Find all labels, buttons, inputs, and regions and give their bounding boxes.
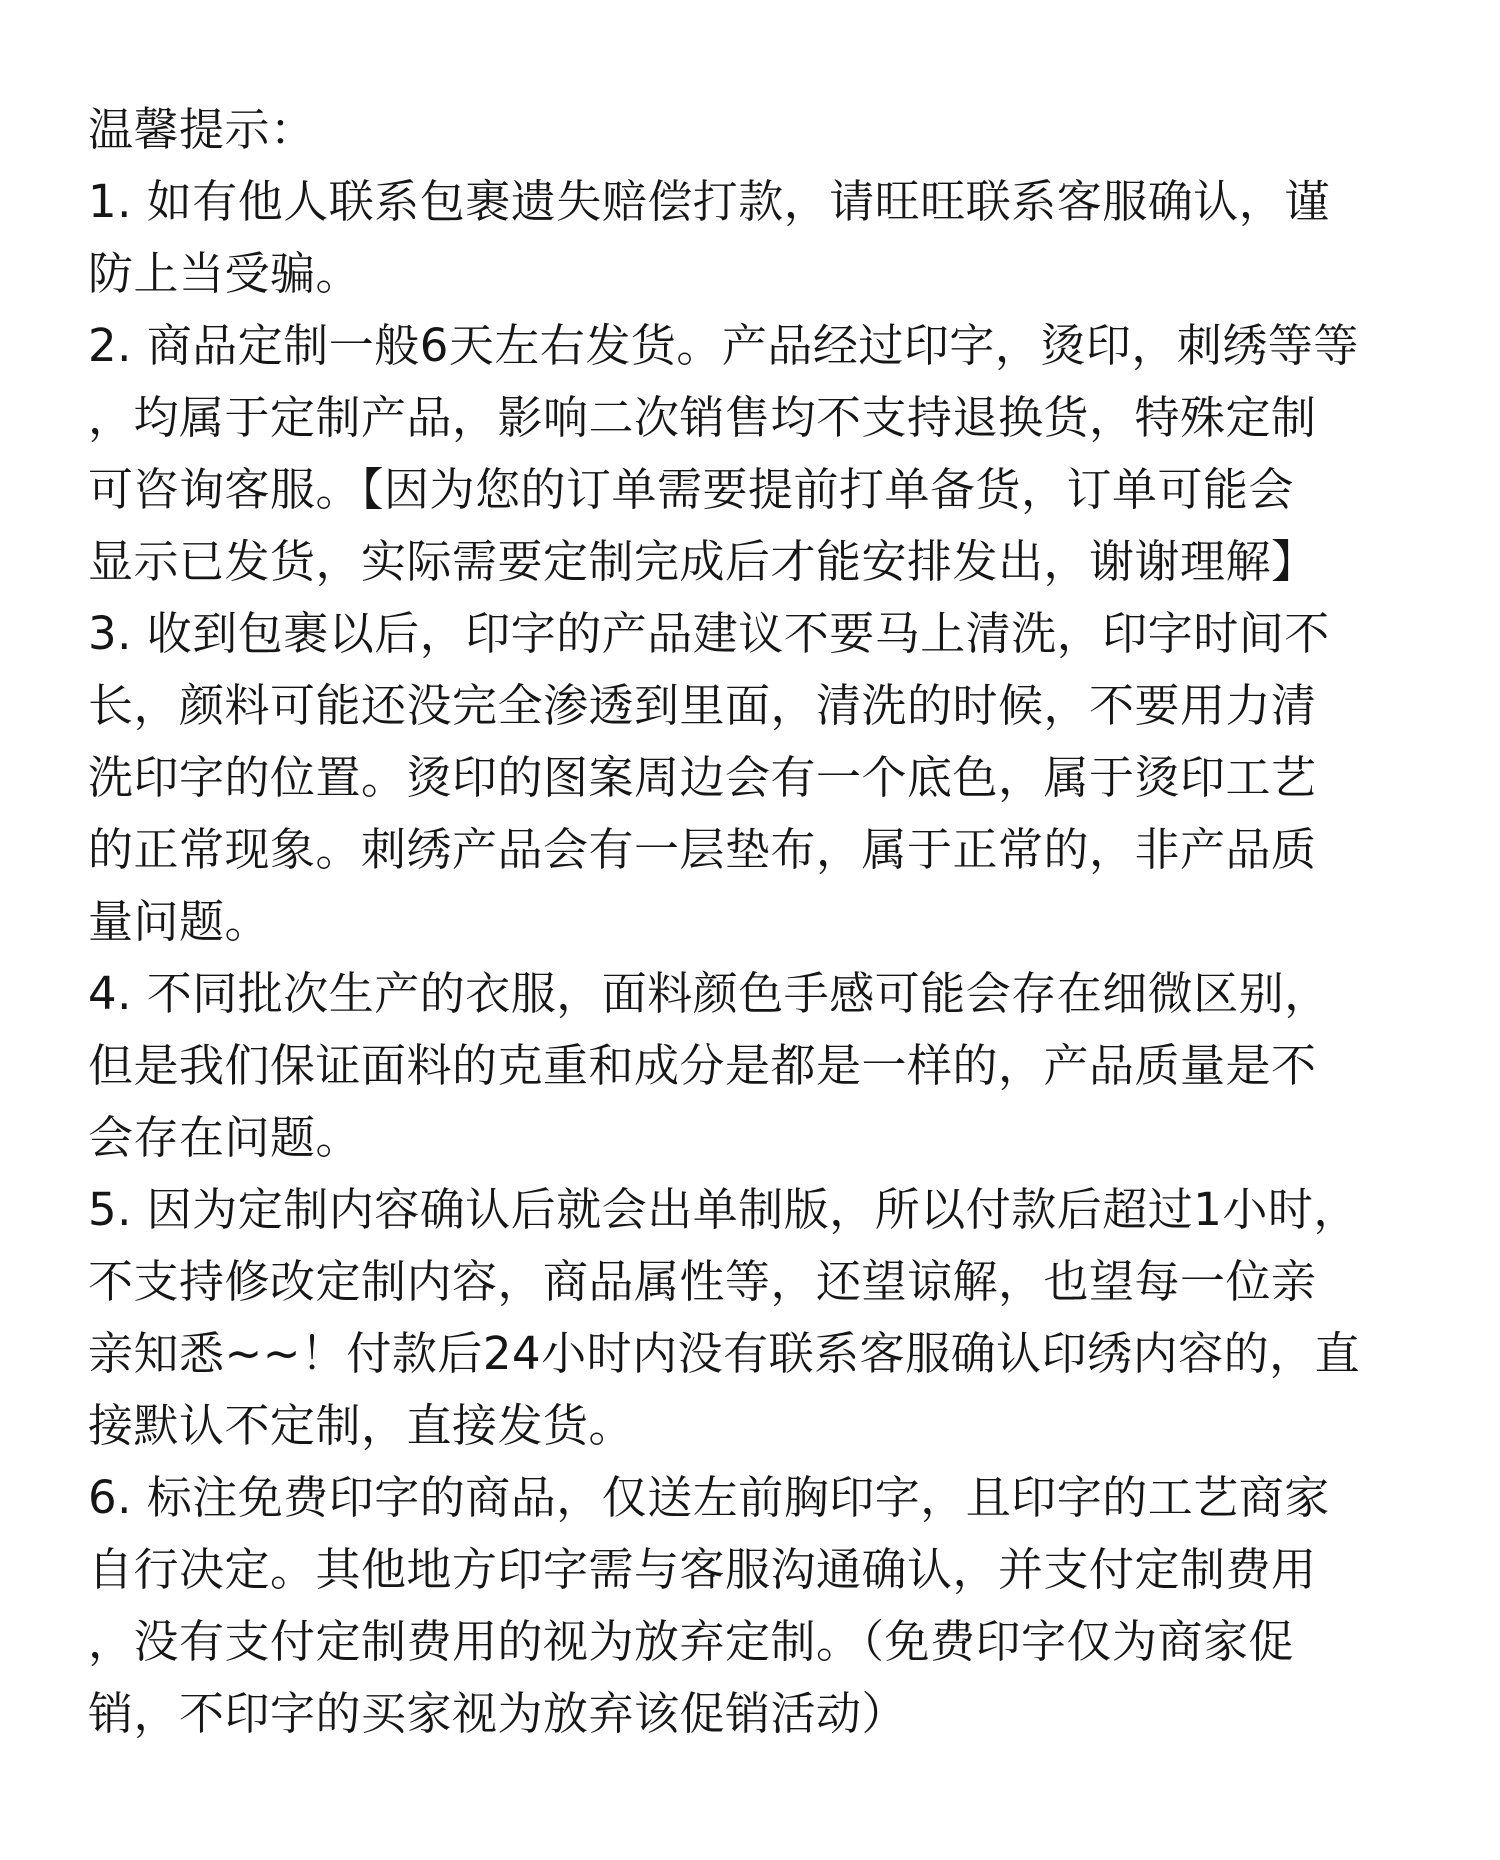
notice-line: ，没有支付定制费用的视为放弃定制。（免费印字仅为商家促 xyxy=(88,1615,1295,1668)
notice-line: ，均属于定制产品，影响二次销售均不支持退换货，特殊定制 xyxy=(88,391,1317,444)
notice-line: 长，颜料可能还没完全渗透到里面，清洗的时候，不要用力清 xyxy=(88,679,1317,732)
notice-title: 温馨提示： xyxy=(88,103,316,156)
notice-line: 3. 收到包裹以后，印字的产品建议不要马上清洗，印字时间不 xyxy=(88,607,1330,660)
notice-line: 但是我们保证面料的克重和成分是都是一样的，产品质量是不 xyxy=(88,1039,1317,1092)
notice-line: 4. 不同批次生产的衣服，面料颜色手感可能会存在细微区别， xyxy=(88,967,1330,1020)
notice-line: 接默认不定制，直接发货。 xyxy=(88,1399,635,1452)
notice-line: 防上当受骗。 xyxy=(88,247,362,300)
notice-line: 2. 商品定制一般6天左右发货。产品经过印字，烫印，刺绣等等 xyxy=(88,319,1359,372)
notice-line: 会存在问题。 xyxy=(88,1111,362,1164)
notice-line: 洗印字的位置。烫印的图案周边会有一个底色，属于烫印工艺 xyxy=(88,751,1317,804)
notice-line: 不支持修改定制内容，商品属性等，还望谅解，也望每一位亲 xyxy=(88,1255,1317,1308)
notice-line: 可咨询客服。【因为您的订单需要提前打单备货，订单可能会 xyxy=(88,463,1295,516)
notice-line: 显示已发货，实际需要定制完成后才能安排发出，谢谢理解】 xyxy=(88,535,1317,588)
notice-line: 量问题。 xyxy=(88,895,271,948)
notice-line: 亲知悉~~！付款后24小时内没有联系客服确认印绣内容的，直 xyxy=(88,1327,1361,1380)
notice-line: 自行决定。其他地方印字需与客服沟通确认，并支付定制费用 xyxy=(88,1543,1317,1596)
notice-text-block xyxy=(88,94,1428,1750)
notice-line: 6. 标注免费印字的商品，仅送左前胸印字，且印字的工艺商家 xyxy=(88,1471,1330,1524)
notice-line: 1. 如有他人联系包裹遗失赔偿打款，请旺旺联系客服确认，谨 xyxy=(88,175,1330,228)
notice-line: 销，不印字的买家视为放弃该促销活动） xyxy=(88,1687,908,1740)
notice-line: 5. 因为定制内容确认后就会出单制版，所以付款后超过1小时， xyxy=(88,1183,1359,1236)
notice-line: 的正常现象。刺绣产品会有一层垫布，属于正常的，非产品质 xyxy=(88,823,1317,876)
